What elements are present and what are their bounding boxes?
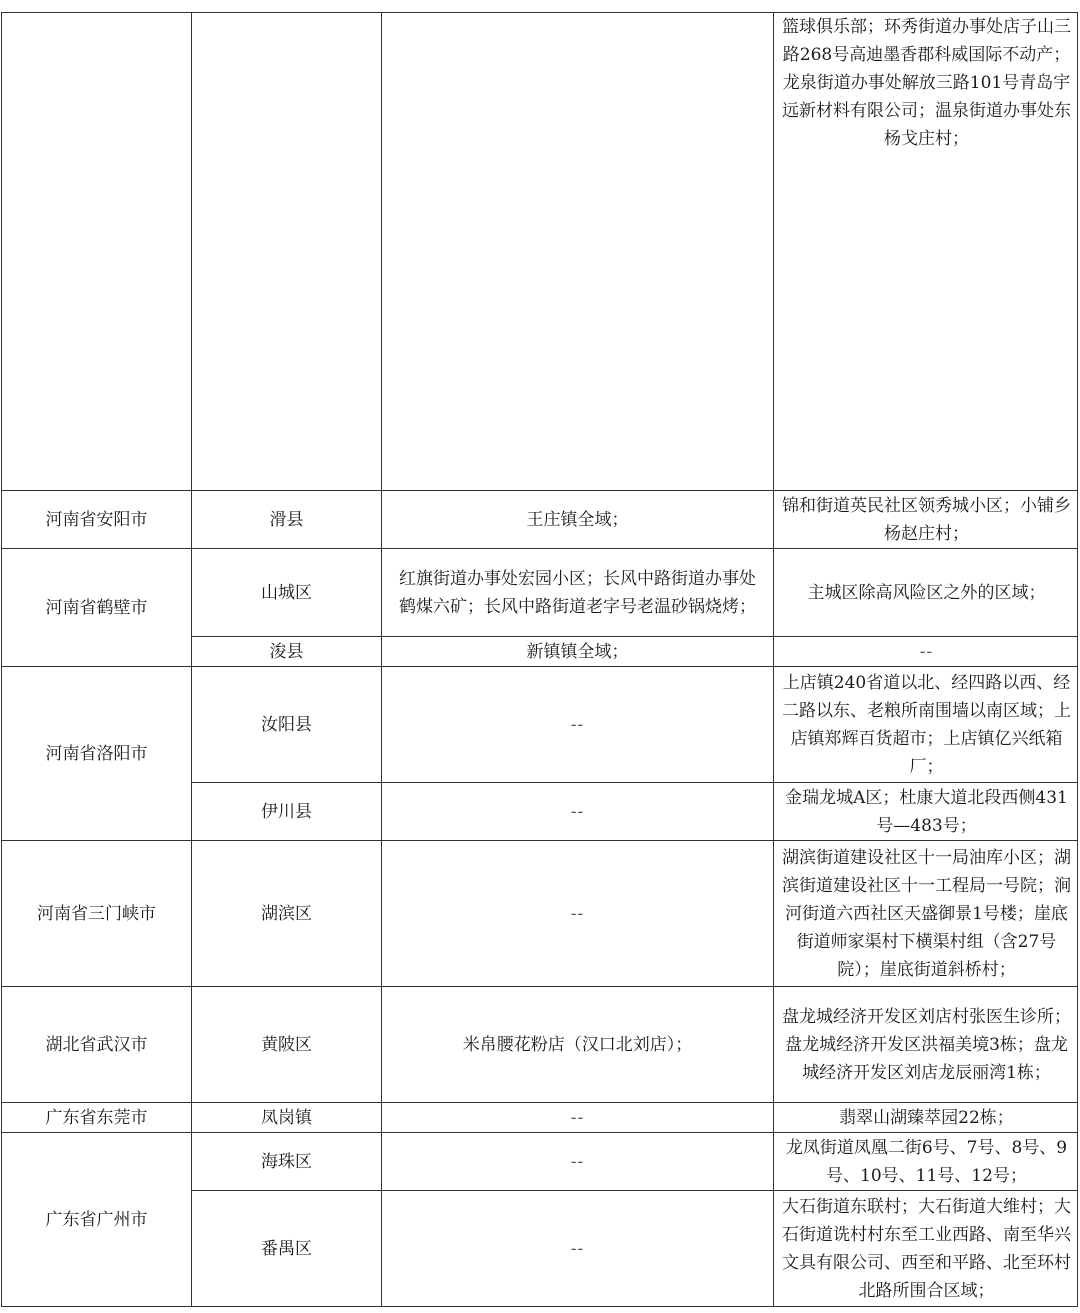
high-risk-cell: 红旗街道办事处宏园小区；长风中路街道办事处鹤煤六矿；长风中路街道老字号老温砂锅烧烤；	[382, 549, 774, 637]
low-risk-cell: 金瑞龙城A区；杜康大道北段西侧431号—483号；	[774, 783, 1078, 841]
table-row	[2, 1103, 1078, 1133]
province-cell: 广东省东莞市	[2, 1103, 192, 1133]
low-risk-cell: 主城区除高风险区之外的区域；	[774, 549, 1078, 637]
district-cell: 黄陂区	[192, 987, 382, 1103]
low-risk-cell: 锦和街道英民社区领秀城小区；小铺乡杨赵庄村；	[774, 491, 1078, 549]
low-risk-cell: --	[774, 637, 1078, 667]
high-risk-cell	[382, 13, 774, 491]
province-cell: 河南省鹤壁市	[2, 549, 192, 667]
province-cell: 广东省广州市	[2, 1133, 192, 1307]
high-risk-cell: --	[382, 1103, 774, 1133]
high-risk-cell: --	[382, 667, 774, 783]
district-cell: 凤岗镇	[192, 1103, 382, 1133]
table-row	[2, 13, 1078, 491]
low-risk-cell: 盘龙城经济开发区刘店村张医生诊所；盘龙城经济开发区洪福美境3栋；盘龙城经济开发区刘店龙辰丽湾1栋；	[774, 987, 1078, 1103]
province-cell: 河南省安阳市	[2, 491, 192, 549]
table-row	[2, 1133, 1078, 1191]
high-risk-cell: 米帛腰花粉店（汉口北刘店）；	[382, 987, 774, 1103]
low-risk-cell: 翡翠山湖臻萃园22栋；	[774, 1103, 1078, 1133]
table-row	[2, 987, 1078, 1103]
high-risk-cell: --	[382, 841, 774, 987]
high-risk-cell: --	[382, 1191, 774, 1307]
province-cell: 河南省洛阳市	[2, 667, 192, 841]
province-cell: 湖北省武汉市	[2, 987, 192, 1103]
district-cell: 海珠区	[192, 1133, 382, 1191]
province-cell	[2, 13, 192, 491]
table-row	[2, 549, 1078, 637]
high-risk-cell: 王庄镇全域；	[382, 491, 774, 549]
high-risk-cell: --	[382, 1133, 774, 1191]
table-row	[2, 841, 1078, 987]
district-cell	[192, 13, 382, 491]
low-risk-cell: 湖滨街道建设社区十一局油库小区；湖滨街道建设社区十一工程局一号院；涧河街道六西社区天盛御景1号楼；崖底街道师家渠村下横渠村组（含27号院）；崖底街道斜桥村；	[774, 841, 1078, 987]
low-risk-cell: 龙凤街道凤凰二街6号、7号、8号、9号、10号、11号、12号；	[774, 1133, 1078, 1191]
low-risk-cell: 上店镇240省道以北、经四路以西、经二路以东、老粮所南围墙以南区域；上店镇郑辉百货超市；上店镇亿兴纸箱厂；	[774, 667, 1078, 783]
district-cell: 伊川县	[192, 783, 382, 841]
district-cell: 番禺区	[192, 1191, 382, 1307]
district-cell: 汝阳县	[192, 667, 382, 783]
district-cell: 滑县	[192, 491, 382, 549]
low-risk-cell: 篮球俱乐部；环秀街道办事处店子山三路268号高迪墨香郡科威国际不动产；龙泉街道办事处解放三路101号青岛宇远新材料有限公司；温泉街道办事处东杨戈庄村；	[774, 13, 1078, 491]
province-cell: 河南省三门峡市	[2, 841, 192, 987]
district-cell: 浚县	[192, 637, 382, 667]
table-row	[2, 667, 1078, 783]
high-risk-cell: --	[382, 783, 774, 841]
low-risk-cell: 大石街道东联村；大石街道大维村；大石街道诜村村东至工业西路、南至华兴文具有限公司、西至和平路、北至环村北路所围合区域；	[774, 1191, 1078, 1307]
risk-area-table	[1, 12, 1078, 1307]
high-risk-cell: 新镇镇全域；	[382, 637, 774, 667]
table-row	[2, 491, 1078, 549]
district-cell: 湖滨区	[192, 841, 382, 987]
district-cell: 山城区	[192, 549, 382, 637]
